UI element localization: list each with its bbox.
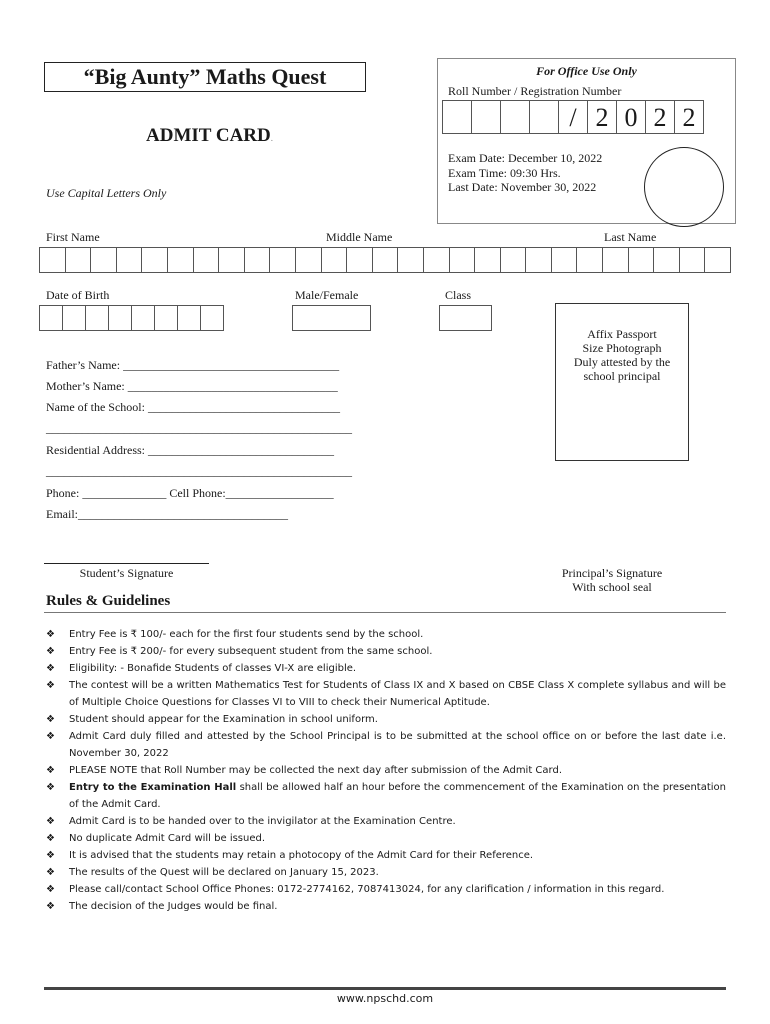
roll-number-label: Roll Number / Registration Number bbox=[448, 84, 622, 98]
rule-text: No duplicate Admit Card will be issued. bbox=[69, 833, 266, 844]
exam-info bbox=[448, 151, 602, 195]
diamond-bullet-icon: ❖ bbox=[46, 680, 55, 691]
roll-cell[interactable] bbox=[471, 100, 501, 134]
dob-label: Date of Birth bbox=[46, 288, 110, 302]
dob-grid bbox=[39, 305, 223, 331]
char-box[interactable] bbox=[551, 247, 578, 273]
form-title: “Big Aunty” Maths Quest bbox=[44, 62, 366, 92]
diamond-bullet-icon: ❖ bbox=[46, 816, 55, 827]
rule-item bbox=[46, 864, 726, 881]
rule-text: Please call/contact School Office Phones: 0172-2774162, 7087413024, for any clarification / information in this regard. bbox=[69, 884, 665, 895]
diamond-bullet-icon: ❖ bbox=[46, 833, 55, 844]
diamond-bullet-icon: ❖ bbox=[46, 884, 55, 895]
diamond-bullet-icon: ❖ bbox=[46, 850, 55, 861]
rule-item bbox=[46, 711, 726, 728]
rule-text: Admit Card is to be handed over to the invigilator at the Examination Centre. bbox=[69, 816, 456, 827]
char-box[interactable] bbox=[449, 247, 476, 273]
principal-signature-line-2: With school seal bbox=[572, 580, 652, 594]
char-box[interactable] bbox=[704, 247, 731, 273]
rule-text: The results of the Quest will be declared on January 15, 2023. bbox=[69, 867, 379, 878]
char-box[interactable] bbox=[628, 247, 655, 273]
rule-item bbox=[46, 677, 726, 711]
char-box[interactable] bbox=[218, 247, 245, 273]
office-use-title: For Office Use Only bbox=[536, 64, 637, 78]
char-box[interactable] bbox=[90, 247, 117, 273]
char-box[interactable] bbox=[244, 247, 271, 273]
char-box[interactable] bbox=[39, 305, 63, 331]
office-stamp-circle bbox=[644, 147, 724, 227]
roll-cell[interactable]: 0 bbox=[616, 100, 646, 134]
principal-signature-line-1: Principal’s Signature bbox=[561, 566, 663, 580]
gender-label: Male/Female bbox=[295, 288, 359, 302]
diamond-bullet-icon: ❖ bbox=[46, 629, 55, 640]
email-field[interactable]: Email:___________________________________ bbox=[46, 507, 288, 521]
admit-card-heading bbox=[146, 125, 273, 147]
roll-number-grid bbox=[442, 100, 703, 134]
rules-heading: Rules & Guidelines bbox=[46, 593, 171, 609]
roll-cell[interactable] bbox=[442, 100, 472, 134]
char-box[interactable] bbox=[346, 247, 373, 273]
middle-name-label: Middle Name bbox=[326, 230, 393, 244]
passport-line-3: Duly attested by the bbox=[573, 355, 671, 369]
char-box[interactable] bbox=[141, 247, 168, 273]
char-box[interactable] bbox=[200, 305, 224, 331]
char-box[interactable] bbox=[602, 247, 629, 273]
exam-date: Exam Date: December 10, 2022 bbox=[448, 151, 603, 165]
char-box[interactable] bbox=[653, 247, 680, 273]
capital-letters-note: Use Capital Letters Only bbox=[46, 186, 167, 200]
exam-time: Exam Time: 09:30 Hrs. bbox=[448, 165, 561, 180]
diamond-bullet-icon: ❖ bbox=[46, 646, 55, 657]
char-box[interactable] bbox=[154, 305, 178, 331]
first-name-label: First Name bbox=[46, 230, 100, 244]
footer-url: www.npschd.com bbox=[336, 992, 434, 1005]
diamond-bullet-icon: ❖ bbox=[46, 663, 55, 674]
rule-item bbox=[46, 813, 726, 830]
mother-name-field[interactable]: Mother’s Name: ___________________________________ bbox=[46, 379, 338, 393]
rule-text: The decision of the Judges would be final. bbox=[69, 901, 278, 912]
admit-card-mark: . bbox=[270, 133, 273, 143]
principal-signature-label bbox=[532, 566, 692, 594]
diamond-bullet-icon: ❖ bbox=[46, 782, 55, 793]
student-signature-label: Student’s Signature bbox=[79, 566, 174, 580]
rule-text: PLEASE NOTE that Roll Number may be collected the next day after submission of the Admit Card. bbox=[69, 765, 563, 776]
address-field[interactable]: Residential Address: _______________________________ bbox=[46, 443, 334, 457]
gender-box[interactable] bbox=[292, 305, 371, 331]
last-date: Last Date: November 30, 2022 bbox=[448, 180, 597, 194]
rule-item bbox=[46, 898, 726, 915]
admit-card-label: ADMIT CARD bbox=[146, 125, 271, 146]
roll-cell[interactable] bbox=[500, 100, 530, 134]
rule-bold-lead: Entry to the Examination Hall bbox=[69, 782, 237, 793]
rule-item bbox=[46, 881, 726, 898]
address-continuation[interactable]: ___________________________________________________ bbox=[46, 464, 352, 478]
rule-item bbox=[46, 626, 726, 643]
char-box[interactable] bbox=[108, 305, 132, 331]
rule-item bbox=[46, 847, 726, 864]
roll-cell[interactable]: 2 bbox=[645, 100, 675, 134]
school-name-continuation[interactable]: ___________________________________________________ bbox=[46, 421, 352, 435]
diamond-bullet-icon: ❖ bbox=[46, 765, 55, 776]
char-box[interactable] bbox=[116, 247, 143, 273]
name-grid bbox=[39, 247, 730, 273]
char-box[interactable] bbox=[525, 247, 552, 273]
char-box[interactable] bbox=[131, 305, 155, 331]
char-box[interactable] bbox=[576, 247, 603, 273]
char-box[interactable] bbox=[269, 247, 296, 273]
char-box[interactable] bbox=[167, 247, 194, 273]
char-box[interactable] bbox=[423, 247, 450, 273]
class-label: Class bbox=[445, 288, 472, 302]
office-use-box bbox=[437, 58, 736, 224]
char-box[interactable] bbox=[39, 247, 66, 273]
rule-item bbox=[46, 660, 726, 677]
rule-text: Eligibility: - Bonafide Students of classes VI-X are eligible. bbox=[69, 663, 357, 674]
passport-line-1: Affix Passport bbox=[587, 327, 657, 341]
rule-text: The contest will be a written Mathematics Test for Students of Class IX and X based on CBSE Class X complete syllabus and will be of Multiple Choice Questions for Classes VI to VIII to check their Numerical Aptitude. bbox=[69, 680, 726, 708]
last-name-label: Last Name bbox=[604, 230, 657, 244]
roll-cell[interactable]: / bbox=[558, 100, 588, 134]
rules-list bbox=[46, 626, 726, 915]
rule-text: Entry Fee is ₹ 200/- for every subsequent student from the same school. bbox=[69, 646, 433, 657]
rule-text: Admit Card duly filled and attested by the School Principal is to be submitted at the school office on or before the last date i.e. November 30, 2022 bbox=[69, 731, 726, 759]
footer-divider bbox=[44, 987, 726, 990]
char-box[interactable] bbox=[193, 247, 220, 273]
diamond-bullet-icon: ❖ bbox=[46, 731, 55, 742]
char-box[interactable] bbox=[679, 247, 706, 273]
passport-line-2: Size Photograph bbox=[582, 341, 662, 355]
passport-line-4: school principal bbox=[583, 369, 661, 383]
char-box[interactable] bbox=[372, 247, 399, 273]
char-box[interactable] bbox=[500, 247, 527, 273]
char-box[interactable] bbox=[85, 305, 109, 331]
diamond-bullet-icon: ❖ bbox=[46, 901, 55, 912]
passport-photo-box[interactable] bbox=[555, 303, 689, 461]
char-box[interactable] bbox=[177, 305, 201, 331]
rule-text: Student should appear for the Examination in school uniform. bbox=[69, 714, 378, 725]
char-box[interactable] bbox=[474, 247, 501, 273]
rule-text: It is advised that the students may retain a photocopy of the Admit Card for their Reference. bbox=[69, 850, 534, 861]
diamond-bullet-icon: ❖ bbox=[46, 867, 55, 878]
rule-item bbox=[46, 779, 726, 813]
roll-cell[interactable]: 2 bbox=[587, 100, 617, 134]
rules-divider bbox=[44, 612, 726, 613]
student-signature-line[interactable] bbox=[44, 563, 209, 564]
rule-item bbox=[46, 643, 726, 660]
char-box[interactable] bbox=[321, 247, 348, 273]
class-box[interactable] bbox=[439, 305, 492, 331]
rule-text: Entry Fee is ₹ 100/- each for the first four students send by the school. bbox=[69, 629, 424, 640]
rule-item bbox=[46, 728, 726, 762]
diamond-bullet-icon: ❖ bbox=[46, 714, 55, 725]
char-box[interactable] bbox=[397, 247, 424, 273]
rule-text: shall be allowed half an hour before the commencement of the Examination on the presentation of the Admit Card. bbox=[69, 782, 726, 810]
char-box[interactable] bbox=[62, 305, 86, 331]
roll-cell[interactable]: 2 bbox=[674, 100, 704, 134]
rule-item bbox=[46, 830, 726, 847]
roll-cell[interactable] bbox=[529, 100, 559, 134]
char-box[interactable] bbox=[65, 247, 92, 273]
father-name-field[interactable]: Father’s Name: ____________________________________ bbox=[46, 358, 340, 372]
phone-field[interactable]: Phone: ______________ Cell Phone:__________________ bbox=[46, 486, 334, 500]
school-name-field[interactable]: Name of the School: ________________________________ bbox=[46, 400, 340, 414]
char-box[interactable] bbox=[295, 247, 322, 273]
rule-item bbox=[46, 762, 726, 779]
